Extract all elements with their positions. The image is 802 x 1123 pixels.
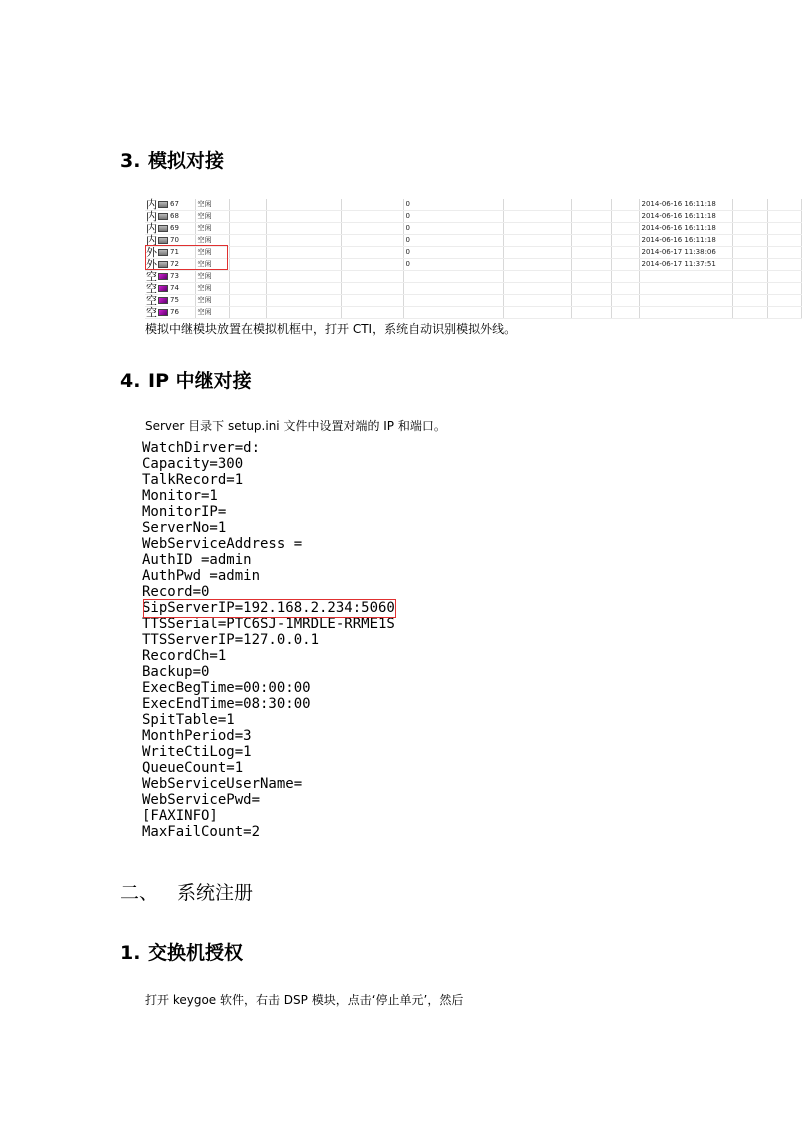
table-row[interactable] bbox=[145, 295, 801, 307]
channel-icon bbox=[158, 225, 168, 232]
channel-status: 空闲 bbox=[195, 295, 229, 307]
channel-icon bbox=[158, 213, 168, 220]
channel-status: 空闲 bbox=[195, 283, 229, 295]
channel-time: 2014-06-16 16:11:18 bbox=[639, 235, 732, 247]
config-line: TTSSerial=PTC6SJ-1MRDLE-RRME1S bbox=[142, 616, 395, 632]
config-line: TTSServerIP=127.0.0.1 bbox=[142, 632, 320, 648]
channel-time: 2014-06-16 16:11:18 bbox=[639, 211, 732, 223]
channel-count: 0 bbox=[403, 235, 503, 247]
channel-icon bbox=[158, 285, 168, 292]
channel-id: 68 bbox=[170, 212, 179, 220]
channel-count bbox=[403, 295, 503, 307]
section-number: 4. bbox=[120, 370, 141, 392]
channel-count bbox=[403, 283, 503, 295]
config-line: TalkRecord=1 bbox=[142, 472, 244, 488]
channel-count: 0 bbox=[403, 247, 503, 259]
config-line: WebServiceUserName= bbox=[142, 776, 303, 792]
config-line: ServerNo=1 bbox=[142, 520, 227, 536]
channel-status: 空闲 bbox=[195, 199, 229, 211]
channel-icon bbox=[158, 237, 168, 244]
table-row[interactable] bbox=[145, 223, 801, 235]
chapter-title: 系统注册 bbox=[177, 882, 254, 904]
config-line: MonitorIP= bbox=[142, 504, 227, 520]
channel-id: 70 bbox=[170, 236, 179, 244]
channel-id: 74 bbox=[170, 284, 179, 292]
channel-count bbox=[403, 271, 503, 283]
channel-type: 空 bbox=[146, 306, 157, 319]
config-line: Record=0 bbox=[142, 584, 210, 600]
config-line: MaxFailCount=2 bbox=[142, 824, 261, 840]
channel-status: 空闲 bbox=[195, 247, 229, 259]
analog-lines-highlight bbox=[145, 245, 228, 270]
sip-server-highlight bbox=[143, 599, 396, 618]
channel-icon bbox=[158, 309, 168, 316]
chapter-number: 二、 bbox=[120, 882, 159, 904]
table-row[interactable] bbox=[145, 235, 801, 247]
channel-status: 空闲 bbox=[195, 211, 229, 223]
channel-id: 69 bbox=[170, 224, 179, 232]
table-row[interactable] bbox=[145, 307, 801, 319]
setup-ini-listing bbox=[142, 440, 442, 840]
config-line: WebServiceAddress = bbox=[142, 536, 303, 552]
channel-type: 外 bbox=[146, 246, 157, 259]
channel-time: 2014-06-17 11:38:06 bbox=[639, 247, 732, 259]
config-line: WatchDirver=d: bbox=[142, 440, 261, 456]
analog-description: 模拟中继模块放置在模拟机框中，打开 CTI，系统自动识别模拟外线。 bbox=[145, 322, 517, 336]
section-1-heading bbox=[120, 938, 243, 965]
channel-icon bbox=[158, 201, 168, 208]
config-line: Capacity=300 bbox=[142, 456, 244, 472]
channel-type: 内 bbox=[146, 210, 157, 223]
channel-id: 73 bbox=[170, 272, 179, 280]
channel-id: 72 bbox=[170, 260, 179, 268]
channel-type: 内 bbox=[146, 222, 157, 235]
config-line: MonthPeriod=3 bbox=[142, 728, 252, 744]
channel-time bbox=[639, 283, 732, 295]
channel-time bbox=[639, 271, 732, 283]
channel-count: 0 bbox=[403, 199, 503, 211]
channel-status: 空闲 bbox=[195, 235, 229, 247]
config-line: SpitTable=1 bbox=[142, 712, 235, 728]
channel-time: 2014-06-17 11:37:51 bbox=[639, 259, 732, 271]
license-description: 打开 keygoe 软件，右击 DSP 模块，点击‘停止单元’，然后 bbox=[145, 993, 464, 1007]
table-row[interactable] bbox=[145, 259, 801, 271]
config-line: WriteCtiLog=1 bbox=[142, 744, 252, 760]
channel-type: 空 bbox=[146, 270, 157, 283]
config-line: Backup=0 bbox=[142, 664, 210, 680]
config-line: [FAXINFO] bbox=[142, 808, 218, 824]
channel-status: 空闲 bbox=[195, 307, 229, 319]
config-line: Monitor=1 bbox=[142, 488, 218, 504]
channel-time: 2014-06-16 16:11:18 bbox=[639, 199, 732, 211]
channel-id: 67 bbox=[170, 200, 179, 208]
config-line: ExecEndTime=08:30:00 bbox=[142, 696, 311, 712]
channel-id: 76 bbox=[170, 308, 179, 316]
channel-icon bbox=[158, 273, 168, 280]
channel-count bbox=[403, 307, 503, 319]
channel-type: 空 bbox=[146, 282, 157, 295]
chapter-2-heading bbox=[120, 878, 253, 905]
channel-count: 0 bbox=[403, 223, 503, 235]
channel-type: 内 bbox=[146, 198, 157, 211]
channel-time: 2014-06-16 16:11:18 bbox=[639, 223, 732, 235]
config-line: SipServerIP=192.168.2.234:5060 bbox=[142, 600, 395, 616]
section-number: 1. bbox=[120, 942, 141, 964]
config-line: QueueCount=1 bbox=[142, 760, 244, 776]
section-number: 3. bbox=[120, 150, 141, 172]
channel-id: 75 bbox=[170, 296, 179, 304]
channel-type: 外 bbox=[146, 258, 157, 271]
section-title: 交换机授权 bbox=[148, 942, 244, 964]
ip-trunk-description: Server 目录下 setup.ini 文件中设置对端的 IP 和端口。 bbox=[145, 419, 446, 433]
channel-count: 0 bbox=[403, 259, 503, 271]
channel-status: 空闲 bbox=[195, 259, 229, 271]
section-title: IP 中继对接 bbox=[148, 370, 252, 392]
table-row[interactable] bbox=[145, 199, 801, 211]
channel-count: 0 bbox=[403, 211, 503, 223]
channel-type: 空 bbox=[146, 294, 157, 307]
channel-icon bbox=[158, 297, 168, 304]
table-row[interactable] bbox=[145, 247, 801, 259]
channel-status: 空闲 bbox=[195, 223, 229, 235]
table-row[interactable] bbox=[145, 283, 801, 295]
config-line: AuthID =admin bbox=[142, 552, 252, 568]
section-4-heading bbox=[120, 366, 252, 393]
channel-time bbox=[639, 295, 732, 307]
table-row[interactable] bbox=[145, 211, 801, 223]
channel-id: 71 bbox=[170, 248, 179, 256]
config-line: AuthPwd =admin bbox=[142, 568, 261, 584]
channel-table-screenshot bbox=[145, 198, 716, 319]
section-3-heading bbox=[120, 146, 224, 173]
config-line: ExecBegTime=00:00:00 bbox=[142, 680, 311, 696]
section-title: 模拟对接 bbox=[148, 150, 225, 172]
channel-type: 内 bbox=[146, 234, 157, 247]
channel-status: 空闲 bbox=[195, 271, 229, 283]
config-line: WebServicePwd= bbox=[142, 792, 261, 808]
config-line: RecordCh=1 bbox=[142, 648, 227, 664]
channel-time bbox=[639, 307, 732, 319]
table-row[interactable] bbox=[145, 271, 801, 283]
